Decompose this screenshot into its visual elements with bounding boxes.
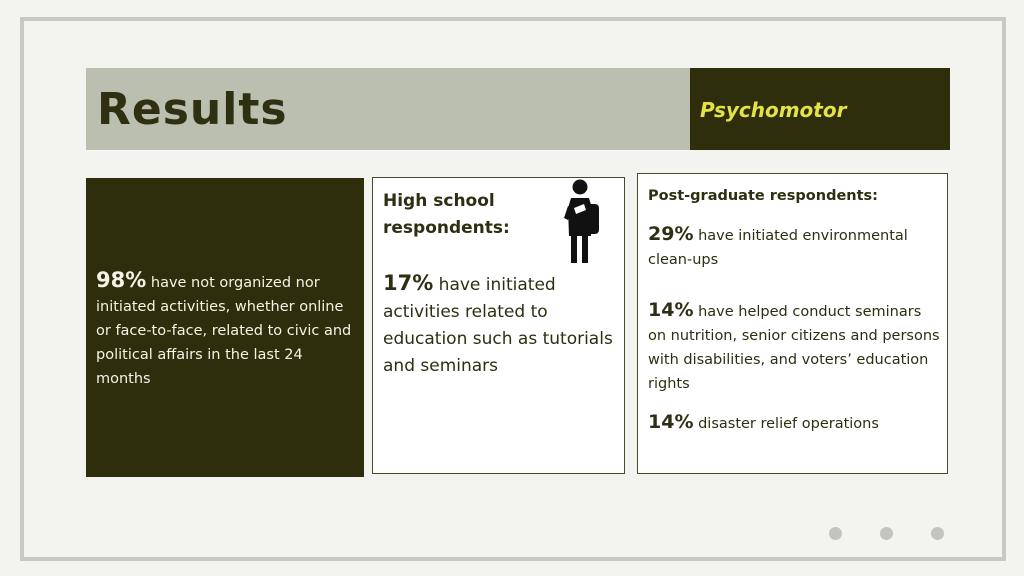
item-text: have helped conduct seminars on nutrition, senior citizens and persons with disabilities, and voters’ education rights <box>648 304 940 392</box>
post-graduate-item <box>648 222 940 272</box>
slide-nav-dot[interactable] <box>829 527 842 540</box>
item-text: have initiated environmental clean-ups <box>648 228 908 268</box>
post-graduate-item <box>648 410 940 436</box>
high-school-text <box>383 270 618 380</box>
summary-percent: 98% <box>96 268 147 292</box>
item-text: disaster relief operations <box>693 416 879 432</box>
post-graduate-item <box>648 298 940 396</box>
slide-nav-dot[interactable] <box>931 527 944 540</box>
high-school-description: have initiated activities related to education such as tutorials and seminars <box>383 275 613 376</box>
item-percent: 14% <box>648 299 694 321</box>
slide-subtitle: Psychomotor <box>700 98 847 122</box>
item-percent: 29% <box>648 223 694 245</box>
item-percent: 14% <box>648 411 694 433</box>
student-with-backpack-icon <box>558 178 604 266</box>
slide-nav-dot[interactable] <box>880 527 893 540</box>
high-school-percent: 17% <box>383 271 434 295</box>
post-graduate-heading: Post-graduate respondents: <box>648 188 878 204</box>
summary-description: have not organized nor initiated activities, whether online or face-to-face, related to civic and political affairs in the last 24 months <box>96 275 352 387</box>
slide-title: Results <box>97 84 288 135</box>
high-school-heading: High school respondents: <box>383 191 510 238</box>
summary-text <box>96 268 356 391</box>
